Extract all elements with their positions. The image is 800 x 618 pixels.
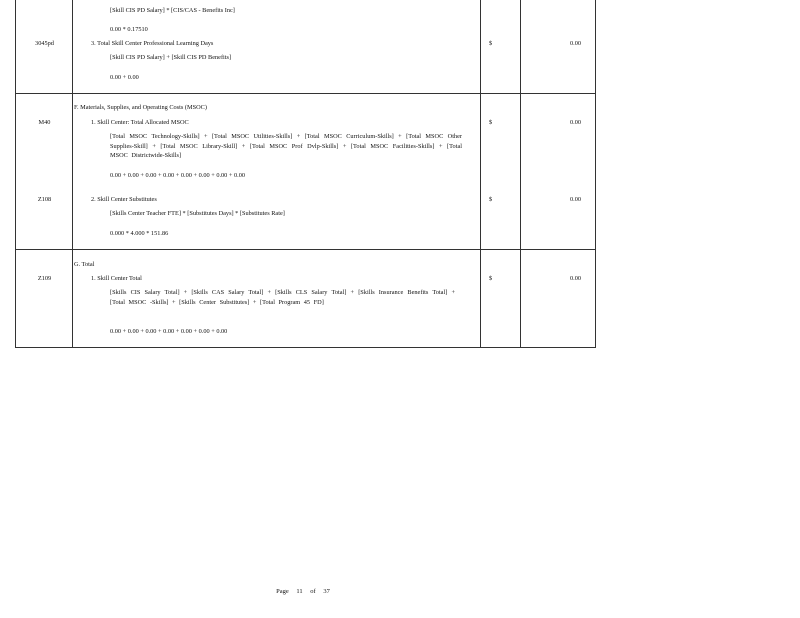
item-title: 1. Skill Center: Total Allocated MSOC	[91, 119, 189, 126]
formula-text: [Skill CIS PD Salary] * [CIS/CAS - Benefits Inc]	[110, 7, 235, 14]
of-label: of	[310, 588, 316, 595]
amount-cell	[521, 0, 596, 94]
item-title: 3. Total Skill Center Professional Learning Days	[91, 40, 214, 47]
section-heading: F. Materials, Supplies, and Operating Costs (MSOC)	[74, 104, 207, 111]
dollar-sign: $	[489, 275, 493, 282]
formula-values: 0.00 * 0.17510	[110, 26, 148, 33]
formula-text: [Skill CIS PD Salary] + [Skill CIS PD Benefits]	[110, 54, 232, 61]
table-row	[16, 250, 596, 348]
page-footer	[0, 588, 606, 595]
amount-cell	[521, 94, 596, 250]
formula-values: 0.00 + 0.00	[110, 74, 139, 81]
dollar-cell	[481, 94, 521, 250]
description-cell	[73, 250, 481, 348]
item-title: 1. Skill Center Total	[91, 275, 142, 282]
formula-text: [Total MSOC Technology-Skills] + [Total MSOC Utilities-Skills] + [Total MSOC Curriculum-Skills] + [Total MSOC Other Supplies-Skill] + [Total MSOC Library-Skill] + [Total MSOC Prof Dvlp-Skills] + [Total MSOC Facilities-Skills] + [Total MSOC Districtwide-Skills]	[110, 133, 462, 160]
amount-value: 0.00	[569, 40, 581, 47]
section-heading: G. Total	[74, 261, 95, 268]
description-cell	[73, 94, 481, 250]
formula-values: 0.00 + 0.00 + 0.00 + 0.00 + 0.00 + 0.00 + 0.00	[110, 328, 228, 335]
formula-values: 0.00 + 0.00 + 0.00 + 0.00 + 0.00 + 0.00 + 0.00 + 0.00	[110, 172, 246, 179]
dollar-sign: $	[489, 196, 493, 203]
dollar-cell	[481, 0, 521, 94]
table-row	[16, 0, 596, 94]
total-pages: 37	[323, 588, 330, 595]
page-label: Page	[276, 588, 289, 595]
formula-values: 0.000 * 4.000 * 151.86	[110, 230, 169, 237]
dollar-sign: $	[489, 40, 493, 47]
amount-value: 0.00	[569, 275, 581, 282]
dollar-sign: $	[489, 119, 493, 126]
amount-value: 0.00	[569, 196, 581, 203]
formula-text: [Skills Center Teacher FTE] * [Substitutes Days] * [Substitutes Rate]	[110, 210, 285, 217]
amount-cell	[521, 250, 596, 348]
page-number: 11	[296, 588, 303, 595]
account-code-cell	[16, 250, 73, 348]
account-code-cell	[16, 0, 73, 94]
dollar-cell	[481, 250, 521, 348]
amount-value: 0.00	[569, 119, 581, 126]
account-code: 3045pd	[35, 40, 54, 47]
account-code: M40	[38, 119, 51, 126]
item-title: 2. Skill Center Substitutes	[91, 196, 157, 203]
budget-formula-table	[15, 0, 596, 348]
account-code-cell	[16, 94, 73, 250]
account-code: Z108	[37, 196, 52, 203]
account-code: Z109	[37, 275, 52, 282]
formula-text: [Skills CIS Salary Total] + [Skills CAS Salary Total] + [Skills CLS Salary Total] + [Skills Insurance Benefits Total] + [Total MSOC -Skills] + [Skills Center Substitutes] + [Total Program 45 FD]	[110, 289, 455, 306]
table-row	[16, 94, 596, 250]
description-cell	[73, 0, 481, 94]
